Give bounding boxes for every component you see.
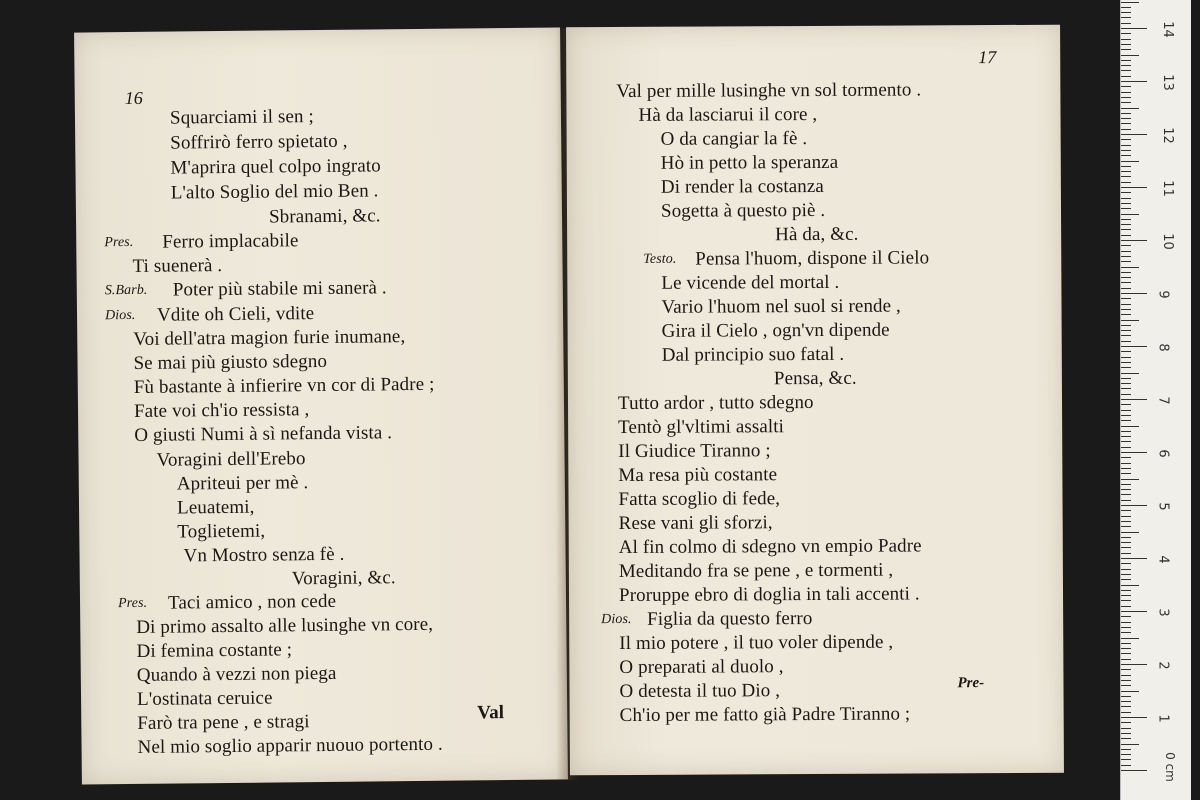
- text-line: Fatta scoglio di fede,: [618, 488, 781, 511]
- ruler-tick: [1121, 335, 1131, 336]
- ruler-tick: [1121, 150, 1131, 151]
- ruler-tick: [1121, 330, 1131, 331]
- text-line: Dal principio suo fatal .: [661, 343, 845, 366]
- text-line: M'aprira quel colpo ingrato: [170, 155, 381, 179]
- ruler-tick: [1121, 70, 1131, 71]
- ruler-tick: [1121, 28, 1147, 29]
- text-line: Di render la costanza: [660, 175, 824, 198]
- ruler-tick: [1121, 92, 1131, 93]
- ruler-tick: [1121, 12, 1131, 13]
- ruler-tick: [1121, 759, 1131, 760]
- ruler-label: 4: [1155, 555, 1171, 564]
- ruler-tick: [1121, 245, 1131, 246]
- text-line: Al fin colmo di sdegno vn empio Padre: [618, 535, 922, 559]
- ruler-tick: [1121, 452, 1147, 453]
- ruler-tick: [1121, 23, 1131, 24]
- catchword-right: Pre-: [957, 675, 985, 692]
- ruler-tick: [1121, 463, 1131, 464]
- text-line: O giusti Numi à sì nefanda vista .: [134, 422, 393, 446]
- ruler-tick: [1121, 426, 1139, 427]
- ruler-tick: [1121, 691, 1139, 692]
- ruler-tick: [1121, 585, 1139, 586]
- ruler-tick: [1121, 357, 1131, 358]
- ruler-tick: [1121, 49, 1131, 50]
- ruler-tick: [1121, 224, 1131, 225]
- ruler-tick: [1121, 256, 1131, 257]
- ruler-tick: [1121, 510, 1131, 511]
- left-page: [74, 27, 568, 784]
- ruler-tick: [1121, 404, 1131, 405]
- ruler-tick: [1121, 388, 1131, 389]
- ruler-tick: [1121, 341, 1131, 342]
- ruler-tick: [1121, 118, 1131, 119]
- ruler-tick: [1121, 632, 1131, 633]
- right-page: [566, 25, 1064, 776]
- ruler-tick: [1121, 229, 1131, 230]
- ruler-tick: [1121, 590, 1131, 591]
- ruler-tick: [1121, 600, 1131, 601]
- ruler-tick: [1121, 203, 1131, 204]
- ruler-tick: [1121, 367, 1131, 368]
- ruler-tick: [1121, 749, 1131, 750]
- ruler-tick: [1121, 362, 1131, 363]
- text-line: Pensa l'huom, dispone il Cielo: [695, 247, 930, 270]
- ruler-tick: [1121, 537, 1131, 538]
- ruler-tick: [1121, 770, 1147, 771]
- text-line: Meditando fra se pene , e tormenti ,: [618, 559, 894, 583]
- ruler-label: 3: [1155, 608, 1171, 617]
- ruler-tick: [1121, 701, 1131, 702]
- ruler-tick: [1121, 293, 1147, 294]
- text-line: Tutto ardor , tutto sdegno: [617, 392, 814, 415]
- text-line: Figlia da questo ferro: [647, 608, 813, 630]
- text-line: O detesta il tuo Dio ,: [619, 680, 781, 703]
- ruler-tick: [1121, 558, 1147, 559]
- ruler-tick: [1121, 505, 1147, 506]
- ruler-tick: [1121, 611, 1147, 612]
- text-line: Rese vani gli sforzi,: [618, 512, 773, 535]
- text-line: Di femina costante ;: [136, 639, 293, 662]
- ruler-tick: [1121, 298, 1131, 299]
- text-line: Ch'io per me fatto già Padre Tiranno ;: [619, 703, 911, 727]
- ruler-tick: [1121, 320, 1139, 321]
- text-line: Proruppe ebro di doglia in tali accenti .: [618, 583, 920, 607]
- ruler-tick: [1121, 176, 1131, 177]
- ruler-tick: [1121, 325, 1131, 326]
- ruler-tick: [1121, 669, 1131, 670]
- ruler-tick: [1121, 267, 1139, 268]
- text-line: Vdite oh Cieli, vdite: [156, 303, 315, 326]
- ruler-tick: [1121, 108, 1139, 109]
- text-line: Sogetta à questo piè .: [660, 199, 826, 222]
- ruler-tick: [1121, 494, 1131, 495]
- ruler-tick: [1121, 685, 1131, 686]
- ruler-tick: [1121, 420, 1131, 421]
- text-line: Nel mio soglio apparir nuouo portento .: [137, 733, 443, 758]
- ruler-tick: [1121, 277, 1131, 278]
- ruler-tick: [1121, 643, 1131, 644]
- ruler-tick: [1121, 722, 1131, 723]
- text-line: Ti suenerà .: [132, 255, 223, 277]
- text-line: Voragini, &c.: [291, 567, 396, 590]
- ruler-tick: [1121, 309, 1131, 310]
- ruler-tick: [1121, 622, 1131, 623]
- ruler-label: 7: [1155, 396, 1171, 405]
- text-line: Hà da, &c.: [775, 223, 859, 246]
- ruler-tick: [1121, 696, 1131, 697]
- ruler-tick: [1121, 638, 1139, 639]
- text-line: Pensa, &c.: [773, 367, 857, 390]
- ruler-tick: [1121, 171, 1131, 172]
- text-line: Quando à vezzi non piega: [136, 662, 337, 686]
- ruler-tick: [1121, 447, 1131, 448]
- ruler-label: 14: [1159, 21, 1175, 38]
- ruler-tick: [1121, 60, 1131, 61]
- ruler-tick: [1121, 754, 1131, 755]
- ruler-label: 11: [1159, 180, 1175, 197]
- ruler-tick: [1121, 161, 1139, 162]
- ruler-tick: [1121, 542, 1131, 543]
- text-line: O da cangiar la fè .: [660, 128, 808, 150]
- ruler-tick: [1121, 187, 1147, 188]
- ruler-unit-label: 0 cm: [1162, 752, 1177, 782]
- ruler-tick: [1121, 7, 1131, 8]
- page-number-right: 17: [978, 47, 997, 68]
- text-line: Vn Mostro senza fè .: [183, 543, 345, 567]
- ruler-label: 8: [1155, 343, 1171, 352]
- ruler-tick: [1121, 532, 1139, 533]
- ruler-tick: [1121, 680, 1131, 681]
- ruler-tick: [1121, 399, 1147, 400]
- ruler-tick: [1121, 214, 1139, 215]
- text-line: O preparati al duolo ,: [619, 656, 784, 679]
- ruler-tick: [1121, 675, 1131, 676]
- speaker-label: Testo.: [643, 251, 677, 267]
- ruler-tick: [1121, 521, 1131, 522]
- text-line: Toglietemi,: [177, 520, 266, 543]
- measuring-ruler: [1120, 0, 1191, 800]
- speaker-label: Pres.: [104, 234, 134, 251]
- ruler-tick: [1121, 219, 1131, 220]
- ruler-tick: [1121, 553, 1131, 554]
- ruler-tick: [1121, 304, 1131, 305]
- ruler-tick: [1121, 569, 1131, 570]
- ruler-tick: [1121, 282, 1131, 283]
- text-line: Squarciami il sen ;: [169, 106, 314, 129]
- text-line: Poter più stabile mi sanerà .: [172, 277, 387, 301]
- ruler-tick: [1121, 648, 1131, 649]
- text-line: Soffrirò ferro spietato ,: [170, 130, 348, 154]
- ruler-label: 6: [1155, 449, 1171, 458]
- text-line: Ferro implacabile: [162, 230, 299, 253]
- ruler-tick: [1121, 484, 1131, 485]
- ruler-tick: [1121, 547, 1131, 548]
- ruler-tick: [1121, 208, 1131, 209]
- ruler-tick: [1121, 261, 1131, 262]
- ruler-tick: [1121, 712, 1131, 713]
- text-line: Le vicende del mortal .: [661, 271, 840, 294]
- speaker-label: Dios.: [601, 611, 632, 628]
- ruler-tick: [1121, 113, 1131, 114]
- ruler-tick: [1121, 192, 1131, 193]
- ruler-tick: [1121, 134, 1147, 135]
- ruler-tick: [1121, 55, 1139, 56]
- ruler-tick: [1121, 145, 1131, 146]
- text-line: L'alto Soglio del mio Ben .: [170, 180, 379, 204]
- text-line: Apriteui per mè .: [176, 472, 309, 495]
- text-line: Voragini dell'Erebo: [156, 448, 306, 471]
- ruler-tick: [1121, 563, 1131, 564]
- speaker-label: Pres.: [117, 595, 148, 612]
- ruler-label: 2: [1155, 661, 1171, 670]
- ruler-tick: [1121, 489, 1131, 490]
- ruler-tick: [1121, 346, 1147, 347]
- text-line: Hò in petto la speranza: [660, 151, 839, 174]
- text-line: Tentò gl'vltimi assalti: [618, 416, 785, 439]
- ruler-tick: [1121, 272, 1131, 273]
- catchword-left: Val: [477, 702, 505, 724]
- ruler-tick: [1121, 744, 1139, 745]
- ruler-tick: [1121, 473, 1131, 474]
- ruler-tick: [1121, 139, 1131, 140]
- ruler-tick: [1121, 706, 1131, 707]
- ruler-tick: [1121, 2, 1139, 3]
- ruler-tick: [1121, 500, 1131, 501]
- ruler-tick: [1121, 733, 1131, 734]
- ruler-tick: [1121, 394, 1131, 395]
- ruler-tick: [1121, 579, 1131, 580]
- ruler-tick: [1121, 288, 1131, 289]
- text-line: Fù bastante à infierire vn cor di Padre ;: [133, 373, 435, 398]
- text-line: Sbranami, &c.: [268, 205, 381, 228]
- ruler-label: 10: [1159, 233, 1175, 250]
- ruler-label: 13: [1159, 74, 1175, 91]
- text-line: Il Giudice Tiranno ;: [618, 440, 771, 463]
- ruler-tick: [1121, 415, 1131, 416]
- text-line: Hà da lasciarui il core ,: [638, 103, 818, 126]
- ruler-tick: [1121, 65, 1131, 66]
- ruler-tick: [1121, 155, 1131, 156]
- speaker-label: S.Barb.: [104, 282, 148, 299]
- ruler-tick: [1121, 664, 1147, 665]
- ruler-label: 5: [1155, 502, 1171, 511]
- ruler-label: 9: [1155, 290, 1171, 299]
- ruler-tick: [1121, 627, 1131, 628]
- text-line: Fate voi ch'io ressista ,: [133, 399, 310, 422]
- ruler-tick: [1121, 166, 1131, 167]
- ruler-tick: [1121, 123, 1131, 124]
- text-line: Ma resa più costante: [618, 464, 778, 487]
- ruler-tick: [1121, 383, 1131, 384]
- ruler-tick: [1121, 86, 1131, 87]
- ruler-tick: [1121, 479, 1139, 480]
- ruler-tick: [1121, 606, 1131, 607]
- ruler-tick: [1121, 81, 1147, 82]
- text-line: Il mio potere , il tuo voler dipende ,: [619, 631, 894, 655]
- ruler-tick: [1121, 516, 1131, 517]
- ruler-tick: [1121, 314, 1131, 315]
- ruler-tick: [1121, 39, 1131, 40]
- ruler-tick: [1121, 653, 1131, 654]
- ruler-tick: [1121, 182, 1131, 183]
- ruler-tick: [1121, 17, 1131, 18]
- ruler-tick: [1121, 659, 1131, 660]
- speaker-label: Dios.: [104, 307, 136, 324]
- ruler-tick: [1121, 526, 1131, 527]
- page-number-left: 16: [124, 87, 143, 109]
- ruler-tick: [1121, 240, 1147, 241]
- ruler-tick: [1121, 728, 1131, 729]
- ruler-tick: [1121, 468, 1131, 469]
- ruler-tick: [1121, 198, 1131, 199]
- text-line: Taci amico , non cede: [167, 590, 337, 614]
- ruler-tick: [1121, 574, 1131, 575]
- ruler-tick: [1121, 373, 1139, 374]
- ruler-tick: [1121, 33, 1131, 34]
- ruler-tick: [1121, 765, 1131, 766]
- ruler-tick: [1121, 97, 1131, 98]
- text-line: Voi dell'atra magion furie inumane,: [133, 326, 406, 350]
- text-line: L'ostinata ceruice: [136, 687, 273, 710]
- ruler-tick: [1121, 102, 1131, 103]
- ruler-tick: [1121, 616, 1131, 617]
- ruler-tick: [1121, 738, 1131, 739]
- ruler-tick: [1121, 595, 1131, 596]
- ruler-tick: [1121, 44, 1131, 45]
- ruler-label: 12: [1159, 127, 1175, 144]
- ruler-tick: [1121, 717, 1147, 718]
- text-line: Di primo assalto alle lusinghe vn core,: [136, 613, 434, 638]
- text-line: Se mai più giusto sdegno: [133, 350, 328, 374]
- ruler-tick: [1121, 441, 1131, 442]
- ruler-label: 1: [1155, 714, 1171, 723]
- ruler-tick: [1121, 76, 1131, 77]
- ruler-tick: [1121, 351, 1131, 352]
- text-line: Gira il Cielo , ogn'vn dipende: [661, 319, 890, 342]
- text-line: Leuatemi,: [176, 496, 255, 519]
- ruler-tick: [1121, 431, 1131, 432]
- ruler-tick: [1121, 436, 1131, 437]
- ruler-tick: [1121, 410, 1131, 411]
- text-line: Vario l'huom nel suol si rende ,: [661, 295, 901, 318]
- ruler-tick: [1121, 251, 1131, 252]
- ruler-tick: [1121, 457, 1131, 458]
- ruler-tick: [1121, 378, 1131, 379]
- ruler-tick: [1121, 129, 1131, 130]
- text-line: Val per mille lusinghe vn sol tormento .: [616, 79, 922, 103]
- ruler-tick: [1121, 235, 1131, 236]
- text-line: Farò tra pene , e stragi: [137, 711, 310, 734]
